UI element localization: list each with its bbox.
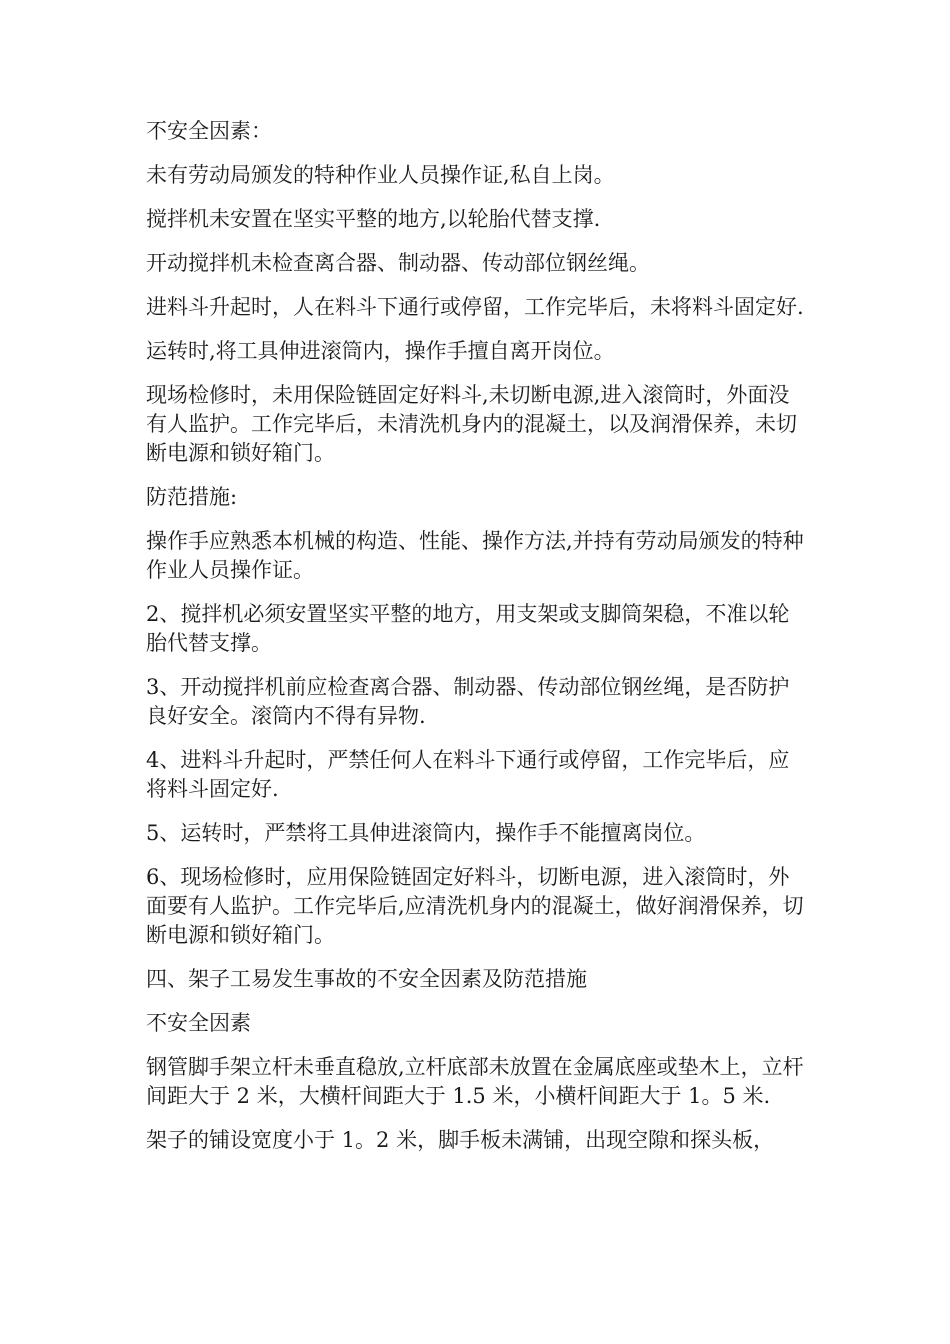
paragraph-unsafe-factors-heading: 不安全因素 bbox=[146, 1011, 251, 1035]
paragraph: 未有劳动局颁发的特种作业人员操作证,私自上岗。 bbox=[146, 163, 615, 187]
paragraph-prevention-heading: 防范措施: bbox=[146, 485, 238, 509]
paragraph: 4、进料斗升起时，严禁任何人在料斗下通行或停留，工作完毕后，应将料斗固定好. bbox=[146, 748, 790, 801]
paragraph: 操作手应熟悉本机械的构造、性能、操作方法,并持有劳动局颁发的特种作业人员操作证。 bbox=[146, 529, 804, 582]
section-heading: 四、架子工易发生事故的不安全因素及防范措施 bbox=[146, 967, 587, 991]
paragraph: 现场检修时，未用保险链固定好料斗,未切断电源,进入滚筒时，外面没有人监护。工作完毕后，未清洗机身内的混凝土，以及润滑保养，未切断电源和锁好箱门。 bbox=[146, 383, 797, 465]
paragraph: 开动搅拌机未检查离合器、制动器、传动部位钢丝绳。 bbox=[146, 251, 650, 275]
document-body bbox=[146, 117, 810, 1170]
paragraph: 进料斗升起时，人在料斗下通行或停留，工作完毕后，未将料斗固定好. bbox=[146, 295, 804, 319]
paragraph-unsafe-factors-heading: 不安全因素： bbox=[146, 119, 272, 143]
paragraph: 2、搅拌机必须安置坚实平整的地方，用支架或支脚筒架稳，不准以轮胎代替支撑。 bbox=[146, 602, 790, 655]
paragraph: 3、开动搅拌机前应检查离合器、制动器、传动部位钢丝绳，是否防护良好安全。滚筒内不得有异物. bbox=[146, 675, 790, 728]
paragraph: 5、运转时，严禁将工具伸进滚筒内，操作手不能擅离岗位。 bbox=[146, 821, 706, 845]
paragraph: 6、现场检修时，应用保险链固定好料斗，切断电源，进入滚筒时，外面要有人监护。工作完毕后,应清洗机身内的混凝土，做好润滑保养，切断电源和锁好箱门。 bbox=[146, 865, 804, 947]
paragraph: 运转时,将工具伸进滚筒内，操作手擅自离开岗位。 bbox=[146, 339, 615, 363]
paragraph: 搅拌机未安置在坚实平整的地方,以轮胎代替支撑. bbox=[146, 207, 601, 231]
paragraph: 架子的铺设宽度小于 1。2 米，脚手板未满铺，出现空隙和探头板， bbox=[146, 1128, 775, 1152]
paragraph: 钢管脚手架立杆未垂直稳放,立杆底部未放置在金属底座或垫木上，立杆间距大于 2 米，大横杆间距大于 1.5 米，小横杆间距大于 1。5 米. bbox=[146, 1055, 804, 1108]
